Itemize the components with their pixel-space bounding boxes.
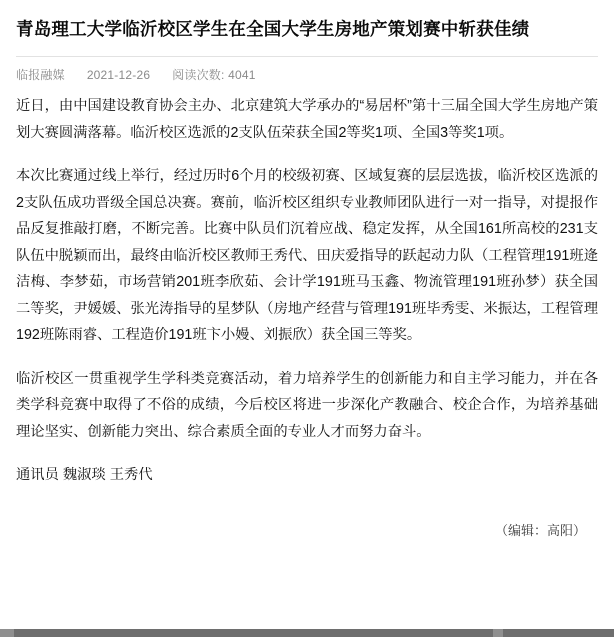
meta-view-count: 阅读次数: 4041 — [172, 68, 256, 82]
article-meta — [16, 57, 598, 93]
article-editor: （编辑：高阳） — [494, 523, 586, 538]
footer-bar-segment-right — [493, 629, 503, 637]
article-body — [16, 93, 598, 445]
article-signature: 通讯员 魏淑琰 王秀代 — [16, 467, 153, 483]
meta-date: 2021-12-26 — [86, 67, 151, 82]
footer-bar — [0, 629, 614, 637]
article-paragraph: 近日，由中国建设教育协会主办、北京建筑大学承办的“易居杯”第十三届全国大学生房地产策划大赛圆满落幕。临沂校区选派的2支队伍荣获全国2等奖1项、全国3等奖1项。 — [16, 98, 598, 141]
meta-source: 临报融媒 — [16, 68, 65, 82]
article-paragraph: 本次比赛通过线上举行，经过历时6个月的校级初赛、区域复赛的层层选拔，临沂校区选派的2支队伍成功晋级全国总决赛。赛前，临沂校区组织专业教师团队进行一对一指导，对提报作品反复推敲打磨，不断完善。比赛中队员们沉着应战、稳定发挥，从全国161所高校的231支队伍中脱颖而出，最终由临沂校区教师王秀代、田庆爱指导的跃起动力队（工程管理191班逄洁梅、李梦茹，市场营销201班李欣茹、会计学191班马玉鑫、物流管理191班孙梦）获全国二等奖，尹媛媛、张光涛指导的星梦队（房地产经营与管理191班毕秀雯、米振达，工程管理192班陈雨睿、工程造价191班卞小嫚、刘振欣）获全国三等奖。 — [16, 168, 598, 343]
page-title: 青岛理工大学临沂校区学生在全国大学生房地产策划赛中斩获佳绩 — [16, 19, 530, 39]
footer-bar-segment-left — [0, 629, 14, 637]
article-paragraph: 临沂校区一贯重视学生学科类竞赛活动，着力培养学生的创新能力和自主学习能力，并在各类学科竞赛中取得了不俗的成绩，今后校区将进一步深化产教融合、校企合作，为培养基础理论坚实、创新能力突出、综合素质全面的专业人才而努力奋斗。 — [16, 370, 598, 440]
